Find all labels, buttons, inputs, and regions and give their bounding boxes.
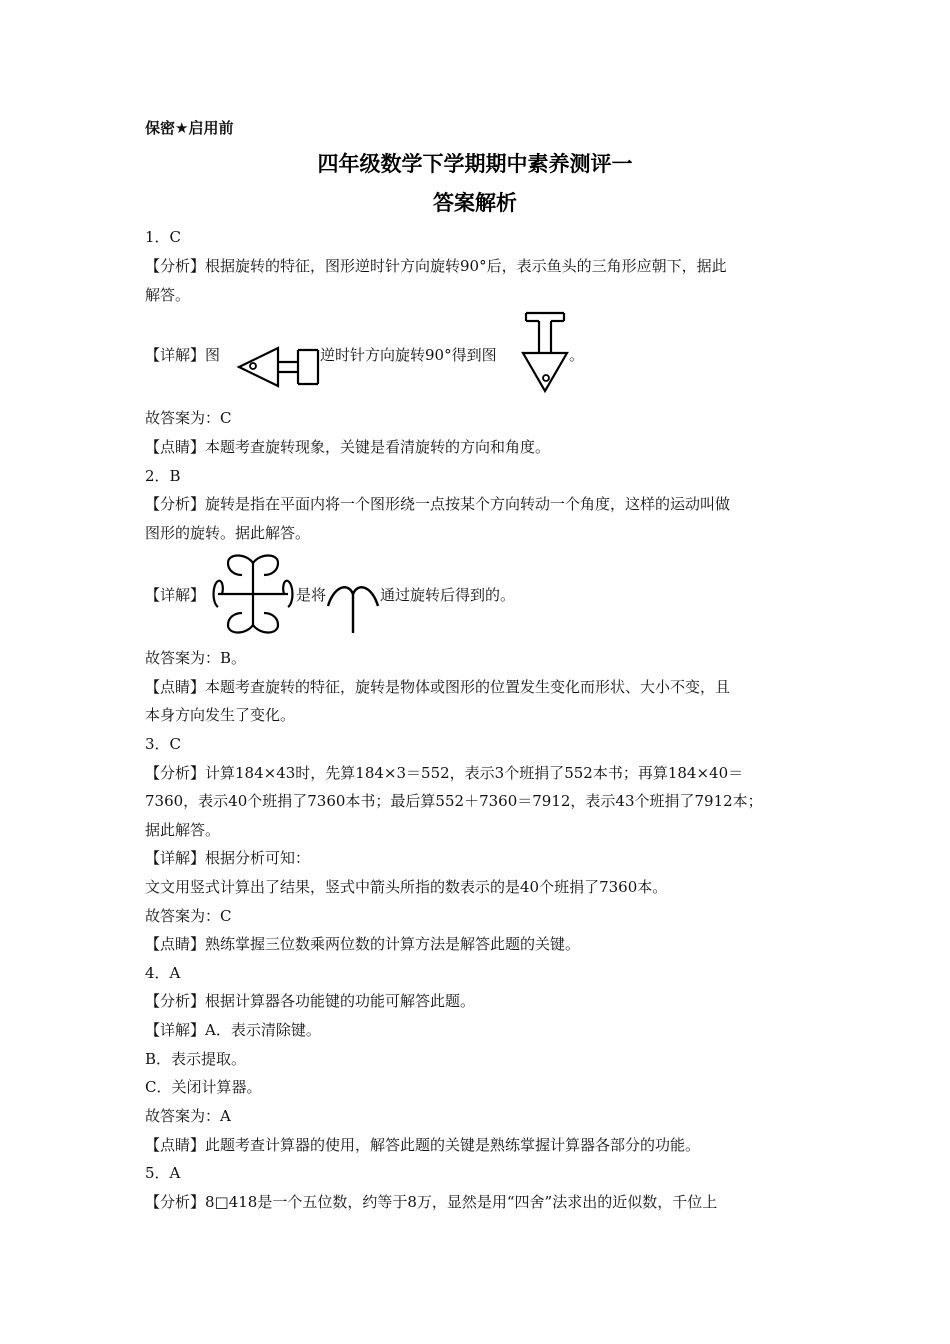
q2-point-line1: 【点睛】本题考查旋转的特征，旋转是物体或图形的位置发生变化而形状、大小不变，且	[145, 678, 731, 696]
q3-analysis-line2: 7360，表示40个班捐了7360本书；最后算552＋7360＝7912，表示43个班捐了7912本；	[145, 792, 763, 810]
q3-analysis-line3: 据此解答。	[145, 821, 221, 839]
q5-number: 5．A	[145, 1164, 181, 1182]
q5-analysis-line1: 【分析】8□418是一个五位数，约等于8万，显然是用“四舍”法求出的近似数，千位上	[145, 1193, 718, 1211]
q4-option-c: C．关闭计算器。	[145, 1078, 262, 1096]
q2-detail-suffix: 通过旋转后得到的。	[380, 586, 516, 604]
q4-detail: 【详解】A．表示清除键。	[145, 1021, 321, 1039]
q4-option-b: B．表示提取。	[145, 1050, 247, 1068]
page-subtitle: 答案解析	[433, 191, 517, 215]
q1-answer: 故答案为：C	[145, 409, 232, 427]
page-title: 四年级数学下学期期中素养测评一	[317, 152, 633, 176]
q3-answer: 故答案为：C	[145, 907, 232, 925]
clover-icon	[210, 553, 296, 635]
q3-detail-line2: 文文用竖式计算出了结果，竖式中箭头所指的数表示的是40个班捐了7360本。	[145, 878, 668, 896]
q3-point: 【点睛】熟练掌握三位数乘两位数的计算方法是解答此题的关键。	[145, 935, 581, 953]
q2-detail-middle: 是将	[296, 586, 327, 604]
fish-left-icon	[236, 344, 320, 390]
q3-number: 3．C	[145, 735, 182, 753]
q3-detail: 【详解】根据分析可知：	[145, 849, 311, 867]
q2-point-line2: 本身方向发生了变化。	[145, 706, 296, 724]
q2-analysis-line2: 图形的旋转。据此解答。	[145, 524, 311, 542]
q1-analysis-line2: 解答。	[145, 286, 191, 304]
y-shape-icon	[326, 578, 380, 634]
fish-down-icon	[521, 311, 569, 393]
q2-answer: 故答案为：B。	[145, 649, 247, 667]
q2-number: 2．B	[145, 467, 181, 485]
q2-analysis-line1: 【分析】旋转是指在平面内将一个图形绕一点按某个方向转动一个角度，这样的运动叫做	[145, 495, 731, 513]
q1-analysis-line1: 【分析】根据旋转的特征，图形逆时针方向旋转90°后，表示鱼头的三角形应朝下，据此	[145, 257, 727, 275]
q1-detail-middle: 逆时针方向旋转90°得到图	[320, 346, 497, 364]
q1-number: 1．C	[145, 228, 182, 246]
confidential-label: 保密★启用前	[145, 119, 234, 137]
q4-point: 【点睛】此题考查计算器的使用，解答此题的关键是熟练掌握计算器各部分的功能。	[145, 1136, 701, 1154]
q1-detail-prefix: 【详解】图	[145, 346, 221, 364]
q3-analysis-line1: 【分析】计算184×43时，先算184×3＝552，表示3个班捐了552本书；再算184×40＝	[145, 764, 744, 782]
q1-detail-suffix: 。	[569, 346, 585, 364]
q2-detail-prefix: 【详解】	[145, 586, 206, 604]
q4-number: 4．A	[145, 964, 181, 982]
q4-answer: 故答案为：A	[145, 1107, 231, 1125]
q4-analysis: 【分析】根据计算器各功能键的功能可解答此题。	[145, 992, 476, 1010]
q1-point: 【点睛】本题考查旋转现象，关键是看清旋转的方向和角度。	[145, 438, 551, 456]
